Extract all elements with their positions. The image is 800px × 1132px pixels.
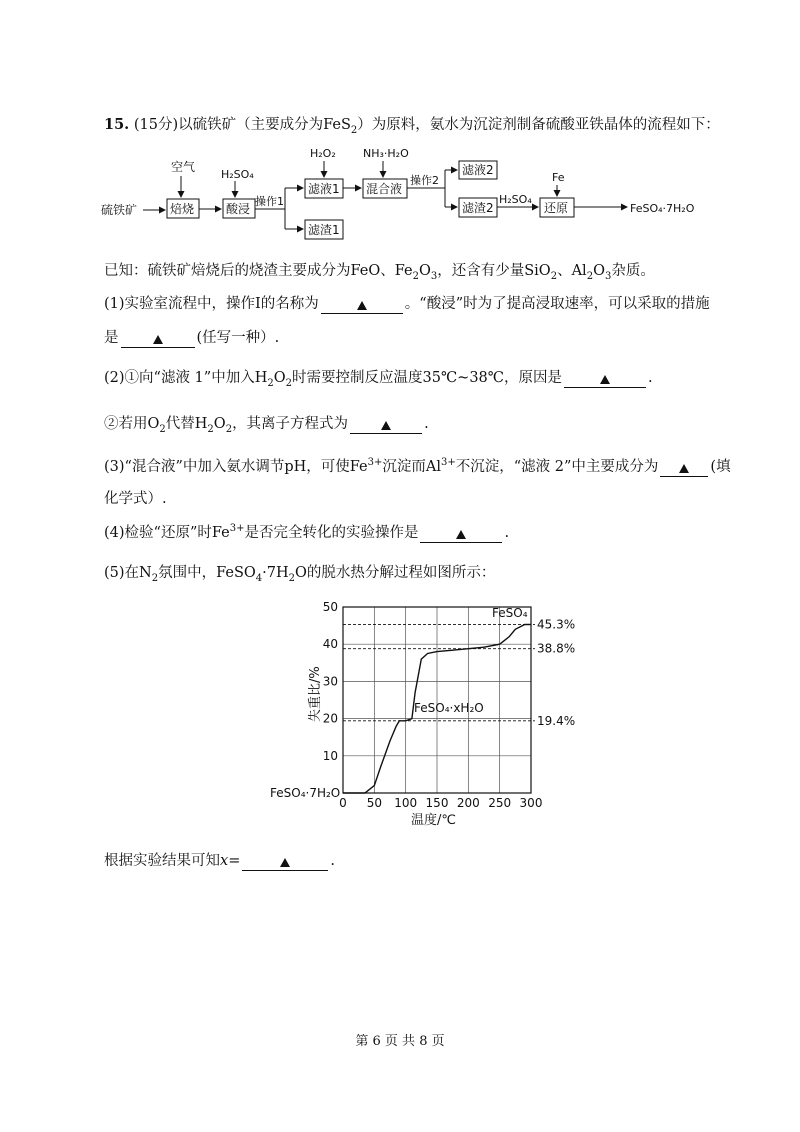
- flow-acid-leach-label: 酸浸: [226, 202, 251, 216]
- flow-op2-label: 操作2: [410, 174, 439, 187]
- y-axis-label: 失重比/%: [308, 666, 323, 722]
- flow-filtrate2-label: 滤液2: [462, 163, 494, 177]
- flow-residue2-label: 滤渣2: [462, 201, 494, 215]
- question-4: (4)检验“还原”时$Fe^{3+}$是否完全转化的实验操作是 .: [104, 523, 510, 541]
- flow-op1-label: 操作1: [255, 195, 284, 208]
- question-score: (15分): [133, 117, 179, 133]
- reference-label: 45.3%: [537, 617, 576, 632]
- x-axis-label: 温度/℃: [411, 813, 456, 828]
- y-tick-label: 20: [322, 711, 338, 726]
- x-tick-label: 250: [488, 796, 512, 810]
- flow-h2so4-2-label: H₂SO₄: [499, 193, 532, 206]
- x-tick-label: 150: [425, 796, 449, 810]
- flow-air-label: 空气: [171, 160, 196, 174]
- flow-residue1-label: 滤渣1: [308, 223, 340, 237]
- question-2-1: (2)①向“滤液 1”中加入$H_2O_2$时需要控制反应温度35℃~38℃，原因是 .: [104, 370, 653, 389]
- flow-h2so4-label: H₂SO₄: [221, 168, 254, 181]
- x-tick-label: 50: [366, 796, 382, 810]
- flow-product-label: FeSO₄·7H₂O: [630, 202, 695, 215]
- question-intro: 以硫铁矿（主要成分为FeS$_2$）为原料，氨水为沉淀剂制备硫酸亚铁晶体的流程如下：: [178, 117, 720, 136]
- annotation-feso4-xh2o: FeSO₄·xH₂O: [414, 701, 484, 715]
- page-footer: 第 6 页 共 8 页: [355, 1034, 445, 1049]
- y-tick-label: 40: [322, 637, 338, 652]
- flow-filtrate1-label: 滤液1: [308, 182, 340, 196]
- question-2-2: ②若用$O_2$代替$H_2O_2$，其离子方程式为 .: [104, 416, 429, 435]
- question-number: 15.: [104, 116, 130, 133]
- question-1-line-2: 是 (任写一种）.: [104, 330, 280, 346]
- question-1-line-1: (1)实验室流程中，操作I的名称为 。“酸浸”时为了提高浸取速率，可以采取的措施: [104, 296, 710, 312]
- x-tick-label: 0: [339, 796, 347, 810]
- flow-h2o2-label: H₂O₂: [310, 147, 336, 160]
- x-tick-label: 100: [394, 796, 418, 810]
- reference-label: 19.4%: [537, 713, 576, 728]
- question-3-line-1: (3)“混合液”中加入氨水调节pH，可使$Fe^{3+}$沉淀而$Al^{3+}$不沉淀，“滤液 2”中主要成分为 (填: [104, 457, 731, 475]
- question-5: (5)在$N_2$氛围中，$FeSO_4\cdot 7H_2O$的脱水热分解过程如图所示：: [104, 565, 496, 584]
- annotation-feso4: FeSO₄: [492, 606, 528, 620]
- y-tick-label: 50: [322, 600, 338, 614]
- blank-marker-icon: [280, 858, 290, 867]
- flow-start-label: 硫铁矿: [101, 203, 138, 217]
- annotation-feso4-7h2o: FeSO₄·7H₂O: [270, 786, 341, 800]
- flow-fe-label: Fe: [552, 171, 565, 184]
- question-3-line-2: 化学式）.: [104, 491, 167, 507]
- y-tick-label: 30: [322, 674, 338, 689]
- answer-blank[interactable]: [242, 855, 328, 871]
- flow-nh3-label: NH₃·H₂O: [363, 147, 409, 160]
- reference-label: 38.8%: [537, 641, 576, 656]
- flow-reduce-label: 还原: [544, 201, 569, 215]
- known-info: 已知：硫铁矿焙烧后的烧渣主要成分为FeO、$Fe_2O_3$，还含有少量SiO$_2$、$Al_2O_3$杂质。: [104, 263, 655, 282]
- flow-mixture-label: 混合液: [366, 182, 403, 196]
- flow-roast-label: 焙烧: [170, 202, 195, 216]
- y-tick-label: 10: [322, 748, 338, 763]
- x-tick-label: 200: [456, 796, 480, 810]
- conclusion-line: 根据实验结果可知x= .: [104, 853, 335, 869]
- x-tick-label: 300: [519, 796, 543, 810]
